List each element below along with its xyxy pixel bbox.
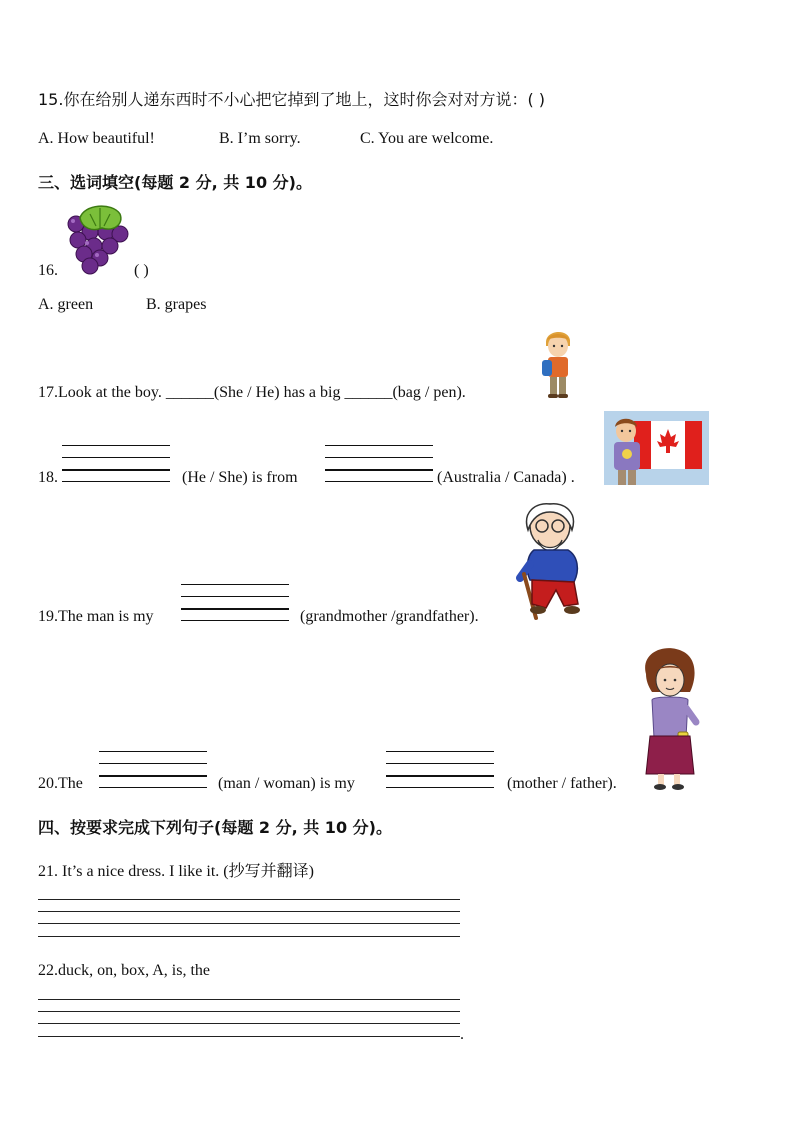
q15-option-a: A. How beautiful!	[38, 130, 155, 147]
q18-text-1: (He / She) is from	[182, 469, 298, 486]
canada-flag-boy-icon	[604, 411, 709, 485]
q20-writing-lines-1	[99, 751, 207, 791]
q16-answer-paren: ( )	[134, 262, 149, 279]
q21-answer-line-3	[38, 923, 460, 924]
q22-answer-line-4	[38, 1036, 460, 1037]
q19-choice: (grandmother /grandfather).	[300, 608, 479, 625]
q16-option-b: B. grapes	[146, 296, 207, 313]
q21-answer-line-1	[38, 899, 460, 900]
q16-option-a: A. green	[38, 296, 94, 313]
q17-text: 17.Look at the boy. ______(She / He) has a big ______(bag / pen).	[38, 384, 466, 401]
q20-number: 20.The	[38, 775, 83, 792]
boy-backpack-icon	[538, 328, 578, 402]
q22-answer-line-3	[38, 1023, 460, 1024]
q21-text: 21. It’s a nice dress. I like it. (抄写并翻译)	[38, 863, 314, 880]
woman-icon	[638, 646, 702, 792]
q18-number: 18.	[38, 469, 58, 486]
q20-text-2: (mother / father).	[507, 775, 617, 792]
q20-text-1: (man / woman) is my	[218, 775, 355, 792]
q15-option-c: C. You are welcome.	[360, 130, 494, 147]
q15-option-b: B. I’m sorry.	[219, 130, 301, 147]
grandfather-icon	[516, 500, 596, 622]
q18-writing-lines-1	[62, 445, 170, 485]
q15-stem: 15.你在给别人递东西时不小心把它掉到了地上，这时你会对对方说：( )	[38, 90, 546, 109]
q16-number: 16.	[38, 262, 58, 279]
section-3-title: 三、选词填空(每题 2 分, 共 10 分)。	[38, 173, 312, 192]
section-4-title: 四、按要求完成下列句子(每题 2 分, 共 10 分)。	[38, 818, 392, 837]
q19-text: 19.The man is my	[38, 608, 154, 625]
q21-answer-line-2	[38, 911, 460, 912]
q21-answer-line-4	[38, 936, 460, 937]
q22-answer-line-1	[38, 999, 460, 1000]
q22-end-period: .	[460, 1026, 464, 1043]
q19-writing-lines	[181, 584, 289, 624]
q18-text-2: (Australia / Canada) .	[437, 469, 575, 486]
grapes-icon	[62, 202, 130, 276]
q22-answer-line-2	[38, 1011, 460, 1012]
q20-writing-lines-2	[386, 751, 494, 791]
q22-text: 22.duck, on, box, A, is, the	[38, 962, 210, 979]
q18-writing-lines-2	[325, 445, 433, 485]
